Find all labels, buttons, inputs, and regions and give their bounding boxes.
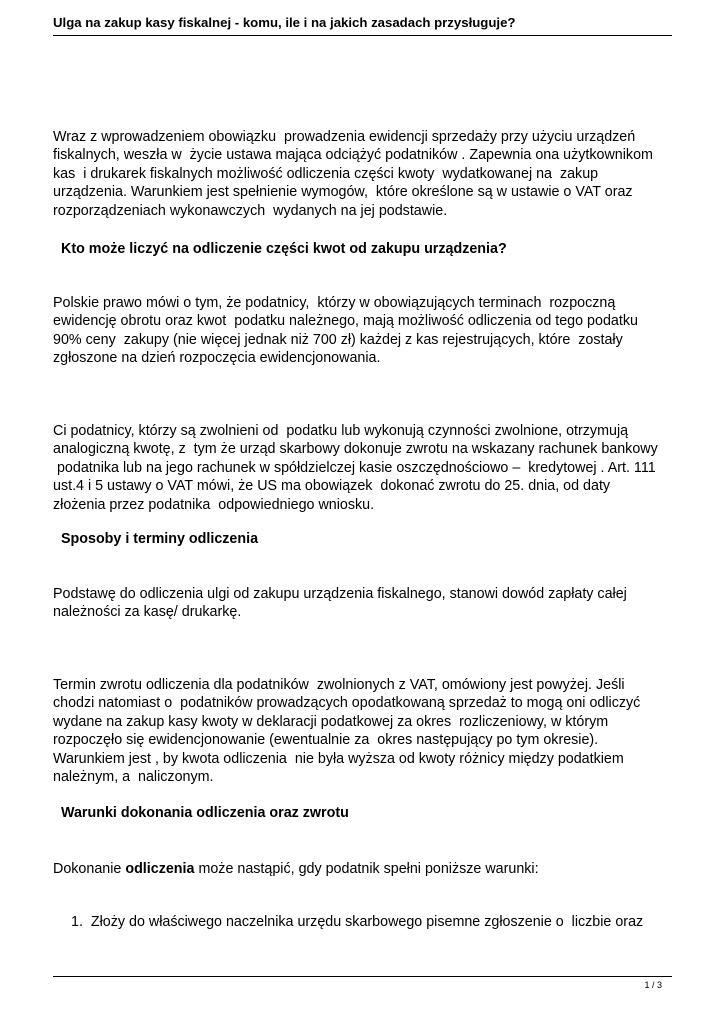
eligibility-line: zgłoszone na dzień rozpoczęcia ewidencjonowania. — [53, 350, 381, 367]
exempt-line: analogiczną kwotę, z tym że urząd skarbowy dokonuje zwrotu na wskazany rachunek bankowy — [53, 441, 658, 458]
deadline-line: chodzi natomiast o podatników prowadzących opodatkowaną sprzedaż to mogą oni odliczyć — [53, 695, 641, 712]
deadline-line: Termin zwrotu odliczenia dla podatników zwolnionych z VAT, omówiony jest powyżej. Jeśli — [53, 677, 625, 693]
section-heading-methods: Sposoby i terminy odliczenia — [61, 531, 259, 547]
intro-line: urządzenia. Warunkiem jest spełnienie wymogów, które określone są w ustawie o VAT oraz — [53, 184, 633, 201]
deadline-line: Warunkiem jest , by kwota odliczenia nie była wyższa od kwoty różnicy między podatkiem — [53, 750, 624, 767]
exempt-line: podatnika lub na jego rachunek w spółdzielczej kasie oszczędnościowo – kredytowej . Art. 111 — [53, 459, 656, 476]
basis-line: Podstawę do odliczenia ulgi od zakupu urządzenia fiskalnego, stanowi dowód zapłaty całej — [53, 586, 627, 602]
document-title: Ulga na zakup kasy fiskalnej - komu, ile i na jakich zasadach przysługuje? — [53, 15, 516, 30]
deadline-paragraph — [53, 676, 678, 786]
conditions-intro-line — [53, 860, 678, 878]
deadline-line: należnym, a naliczonym. — [53, 769, 214, 786]
eligibility-line: Polskie prawo mówi o tym, że podatnicy, którzy w obowiązujących terminach rozpoczną — [53, 295, 616, 311]
conditions-intro — [53, 860, 678, 878]
intro-paragraph — [53, 128, 678, 220]
page-number: 1 / 3 — [644, 980, 662, 990]
exempt-taxpayers-paragraph — [53, 422, 678, 514]
intro-line: kas i drukarek fiskalnych możliwość odliczenia części kwoty wydatkowanej na zakup — [53, 165, 599, 182]
deadline-line: wydane na zakup kasy kwoty w deklaracji podatkowej za okres rozliczeniowy, w którym — [53, 713, 609, 730]
basis-line: należności za kasę/ drukarkę. — [53, 604, 242, 621]
header-divider — [53, 35, 672, 36]
conditions-intro-after: może nastąpić, gdy podatnik spełni poniższe warunki: — [194, 861, 539, 877]
eligibility-line: 90% ceny zakupy (nie więcej jednak niż 700 zł) każdej z kas rejestrujących, które zostały — [53, 331, 623, 348]
intro-line: rozporządzeniach wykonawczych wydanych na jej podstawie. — [53, 202, 448, 219]
intro-line: Wraz z wprowadzeniem obowiązku prowadzenia ewidencji sprzedaży przy użyciu urządzeń — [53, 129, 636, 145]
exempt-line: Ci podatnicy, którzy są zwolnieni od podatku lub wykonują czynności zwolnione, otrzymują — [53, 423, 629, 439]
conditions-intro-before: Dokonanie — [53, 861, 126, 877]
conditions-intro-bold: odliczenia — [125, 861, 195, 877]
eligibility-paragraph — [53, 294, 678, 368]
section-heading-who: Kto może liczyć na odliczenie części kwot od zakupu urządzenia? — [61, 241, 507, 257]
exempt-line: ust.4 i 5 ustawy o VAT mówi, że US ma obowiązek dokonać zwrotu do 25. dnia, od daty — [53, 478, 611, 495]
intro-line: fiskalnych, weszła w życie ustawa mająca odciążyć podatników . Zapewnia ona użytkownikom — [53, 147, 653, 164]
exempt-line: złożenia przez podatnika odpowiedniego wniosku. — [53, 496, 375, 513]
basis-paragraph — [53, 585, 678, 622]
section-heading-conditions: Warunki dokonania odliczenia oraz zwrotu — [61, 805, 349, 821]
conditions-list-item: 1. Złoży do właściwego naczelnika urzędu skarbowego pisemne zgłoszenie o liczbie oraz — [71, 914, 644, 930]
eligibility-line: ewidencję obrotu oraz kwot podatku należnego, mają możliwość odliczenia od tego podatku — [53, 313, 638, 330]
deadline-line: rozpoczęło się ewidencjonowanie (ewentualnie za okres następujący po tym okresie). — [53, 732, 599, 749]
footer-divider — [53, 976, 672, 977]
